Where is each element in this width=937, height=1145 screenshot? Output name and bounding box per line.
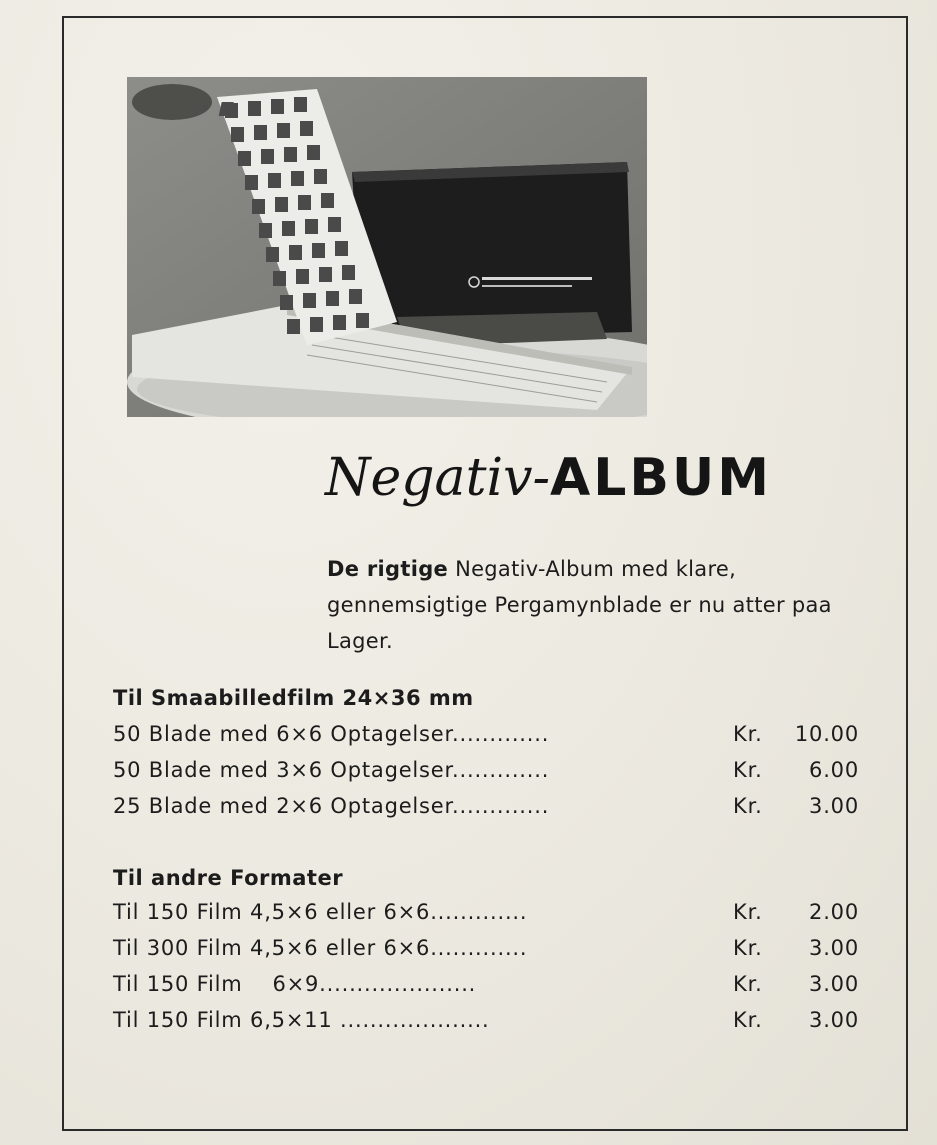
price-row-currency: Kr.	[733, 900, 763, 924]
price-row-currency: Kr.	[733, 1008, 763, 1032]
section-heading-other-formats: Til andre Formater	[113, 866, 344, 890]
price-row-item: Til 150 Film 6×9.....................	[113, 972, 477, 996]
intro-paragraph	[327, 551, 862, 659]
price-row	[113, 936, 859, 970]
intro-text: Negativ-Album med klare, gennemsigtige Pergamynblade er nu atter paa Lager.	[327, 557, 832, 653]
price-row-price: 3.00	[809, 936, 859, 960]
price-row	[113, 794, 859, 828]
price-row-price: 2.00	[809, 900, 859, 924]
price-row	[113, 972, 859, 1006]
price-row-item: Til 150 Film 4,5×6 eller 6×6.............	[113, 900, 528, 924]
price-row-price: 10.00	[794, 722, 859, 746]
price-row-price: 3.00	[809, 972, 859, 996]
price-row-currency: Kr.	[733, 936, 763, 960]
headline	[325, 448, 865, 528]
price-row-item: Til 300 Film 4,5×6 eller 6×6.............	[113, 936, 528, 960]
price-row	[113, 1008, 859, 1042]
price-row-currency: Kr.	[733, 722, 763, 746]
price-row-currency: Kr.	[733, 758, 763, 782]
price-row	[113, 900, 859, 934]
price-row-price: 3.00	[809, 1008, 859, 1032]
price-row-item: 50 Blade med 3×6 Optagelser.............	[113, 758, 550, 782]
price-row	[113, 758, 859, 792]
price-row-currency: Kr.	[733, 972, 763, 996]
price-row-item: 25 Blade med 2×6 Optagelser.............	[113, 794, 550, 818]
price-row-item: Til 150 Film 6,5×11 ....................	[113, 1008, 490, 1032]
price-row	[113, 722, 859, 756]
price-row-currency: Kr.	[733, 794, 763, 818]
section-heading-small-film: Til Smaabilledfilm 24×36 mm	[113, 686, 474, 710]
product-photo	[127, 77, 647, 417]
headline-bold: ALBUM	[550, 448, 773, 508]
price-row-item: 50 Blade med 6×6 Optagelser.............	[113, 722, 550, 746]
price-row-price: 3.00	[809, 794, 859, 818]
negative-album-photo	[127, 77, 647, 417]
price-row-price: 6.00	[809, 758, 859, 782]
headline-script: Negativ-	[325, 448, 551, 508]
intro-lead: De rigtige	[327, 557, 449, 581]
